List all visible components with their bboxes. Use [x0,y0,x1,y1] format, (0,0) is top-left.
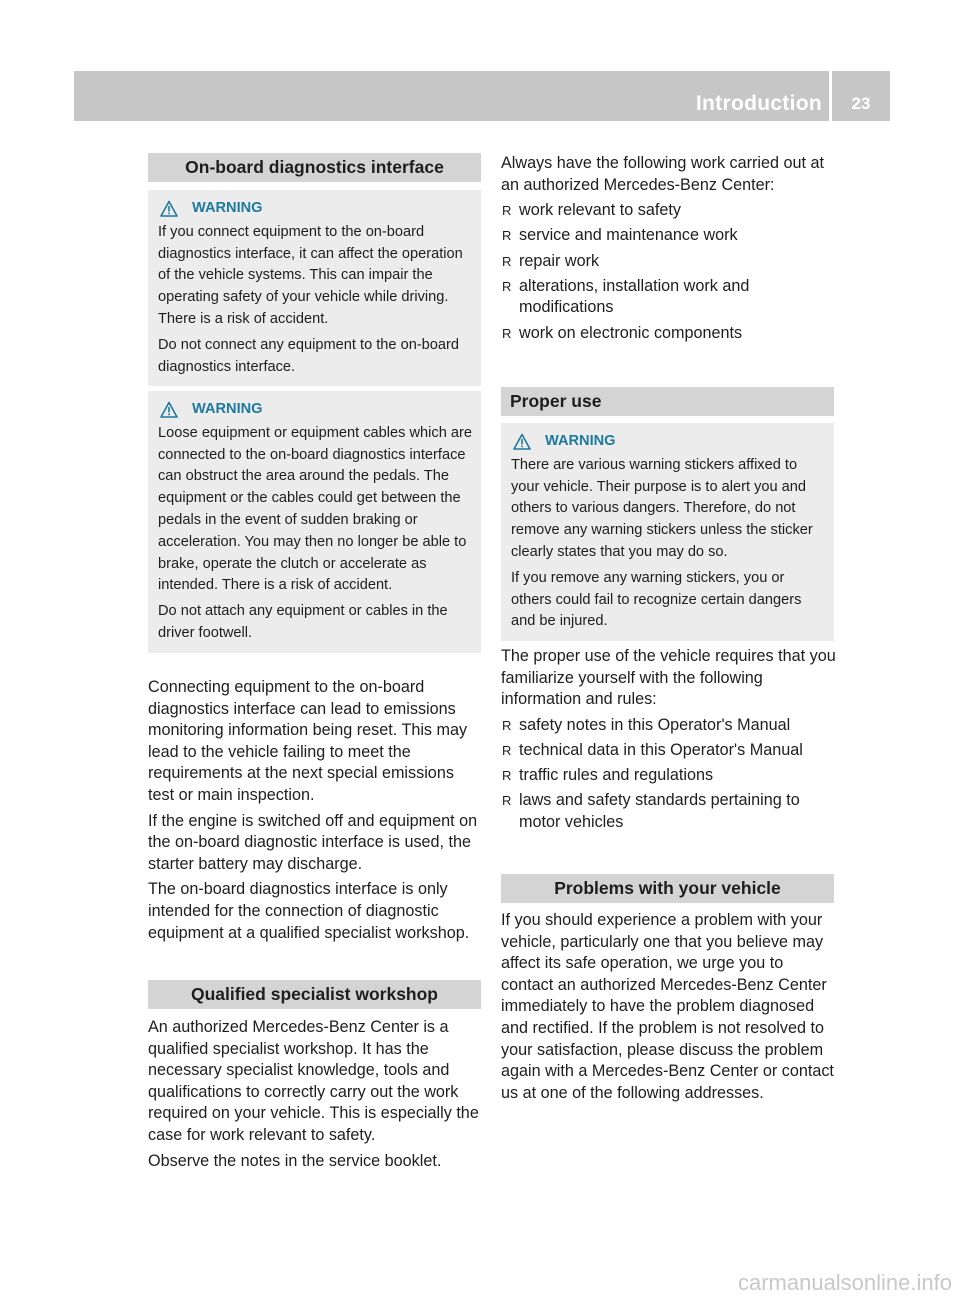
warning-title: WARNING [545,433,616,449]
paragraph: If the engine is switched off and equipment on the on-board diagnostic interface is used, the starter battery may discharge. [148,811,478,873]
list-item: R service and maintenance work [501,225,837,247]
workshop-body-text [148,1017,484,1176]
warning-text: Loose equipment or equipment cables which are connected to the on-board diagnostics interface can obstruct the area around the pedals. The equipment or the cables could get between the pedals in the event of sudden braking or acceleration. You may then no longer be able to brake, operate the clutch or accelerate as intended. There is a risk of accident. [158,424,472,594]
page-header-bar [74,71,890,121]
warning-box-obd-1 [148,190,481,386]
warning-text: There are various warning stickers affixed to your vehicle. Their purpose is to alert you and others to various dangers. Therefore, do not remove any warning stickers unless the sticker clearly states that you may do so. [511,456,813,560]
paragraph: If you should experience a problem with your vehicle, particularly one that you believe may affect its safe operation, we urge you to contact an authorized Mercedes-Benz Center immediately to have the problem diagnosed and rectified. If the problem is not resolved to your satisfaction, please discuss the problem again with a Mercedes-Benz Center or contact us at one of the following addresses. [501,911,834,1102]
warning-text: Do not connect any equipment to the on-board diagnostics interface. [158,336,459,375]
page-number: 23 [851,94,871,113]
proper-use-body [501,646,837,837]
list-item: R repair work [501,251,837,273]
warning-triangle-icon [160,401,178,419]
list-item: R safety notes in this Operator's Manual [501,715,837,737]
paragraph: The proper use of the vehicle requires that you familiarize yourself with the following information and rules: [501,647,836,709]
paragraph: Observe the notes in the service booklet. [148,1151,442,1170]
section-title-workshop: Qualified specialist workshop [148,980,481,1009]
warning-box-obd-2 [148,391,481,653]
section-title-obd: On-board diagnostics interface [148,153,481,182]
paragraph: Always have the following work carried out at an authorized Mercedes-Benz Center: [501,154,825,194]
warning-triangle-icon [160,200,178,218]
list-item: R alterations, installation work and modifications [501,276,837,319]
section-title-proper-use: Proper use [501,387,834,416]
list-item: R work relevant to safety [501,200,837,222]
rules-list [501,715,837,834]
warning-box-proper-use [501,423,834,641]
list-item: R technical data in this Operator's Manual [501,740,837,762]
warning-text: If you connect equipment to the on-board diagnostics interface, it can affect the operation of the vehicle systems. This can impair the operating safety of your vehicle while driving. There is a risk of accident. [158,223,463,327]
warning-text: Do not attach any equipment or cables in the driver footwell. [158,603,448,641]
obd-body-text [148,677,484,948]
warning-text: If you remove any warning stickers, you or others could fail to recognize certain dangers and be injured. [511,569,802,630]
work-list [501,200,837,344]
chapter-title: Introduction [695,92,822,115]
work-intro-text [501,153,837,348]
list-item: R traffic rules and regulations [501,765,837,787]
watermark: carmanualsonline.info [737,1270,952,1295]
warning-title: WARNING [192,401,263,417]
warning-title: WARNING [192,200,263,216]
problems-body-text [501,910,837,1108]
list-item: R work on electronic components [501,323,837,345]
section-title-problems: Problems with your vehicle [501,874,834,903]
list-item: R laws and safety standards pertaining to motor vehicles [501,790,837,833]
paragraph: Connecting equipment to the on-board diagnostics interface can lead to emissions monitoring information being reset. This may lead to the vehicle failing to meet the requirements at the next special emissions test or main inspection. [148,678,468,804]
paragraph: The on-board diagnostics interface is only intended for the connection of diagnostic equipment at a qualified specialist workshop. [148,880,470,942]
paragraph: An authorized Mercedes-Benz Center is a qualified specialist workshop. It has the necessary specialist knowledge, tools and qualifications to correctly carry out the work required on your vehicle. This is especially the case for work relevant to safety. [148,1018,479,1144]
warning-triangle-icon [513,433,531,451]
